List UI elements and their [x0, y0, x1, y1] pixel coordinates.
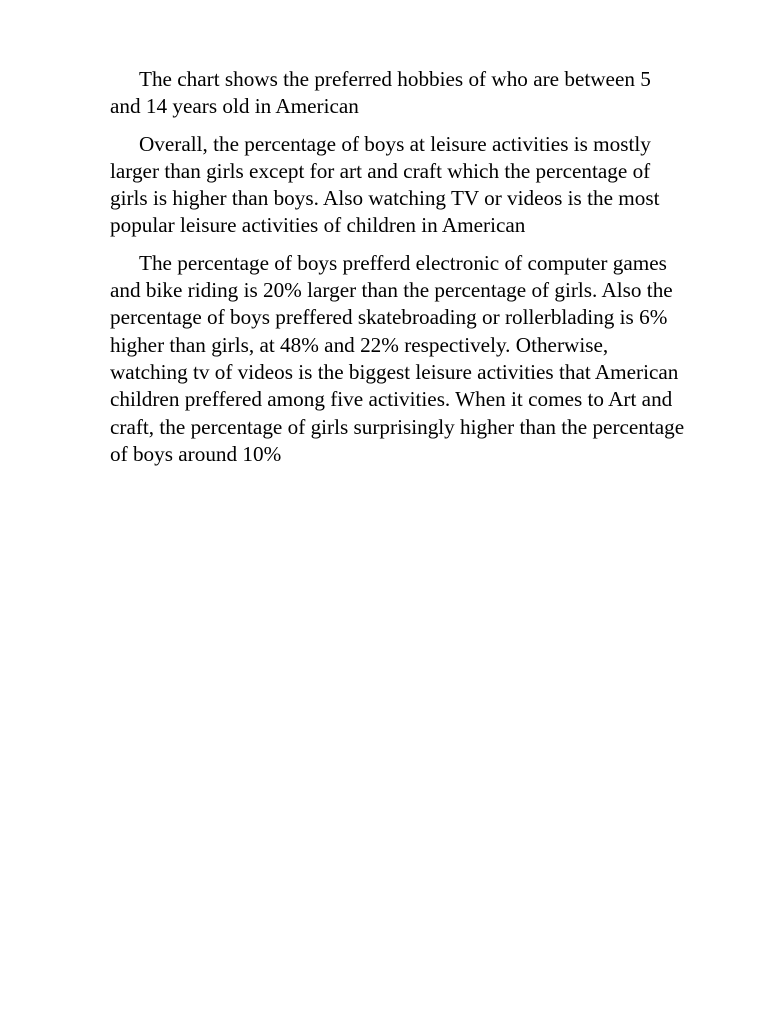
paragraph-details: The percentage of boys prefferd electronic of computer games and bike riding is 20% larger than the percentage of girls. Also the percentage of boys preffered skatebroading or rollerblading is 6% higher than girls, at 48% and 22% respectively. Otherwise, watching tv of videos is the biggest leisure activities that American children preffered among five activities. When it comes to Art and craft, the percentage of girls surprisingly higher than the percentage of boys around 10% [110, 250, 685, 466]
paragraph-overview: Overall, the percentage of boys at leisure activities is mostly larger than girls except for art and craft which the percentage of girls is higher than boys. Also watching TV or videos is the most popular leisure activities of children in American [110, 131, 660, 238]
paragraph-introduction: The chart shows the preferred hobbies of who are between 5 and 14 years old in American [110, 67, 651, 119]
document-body [110, 66, 686, 478]
